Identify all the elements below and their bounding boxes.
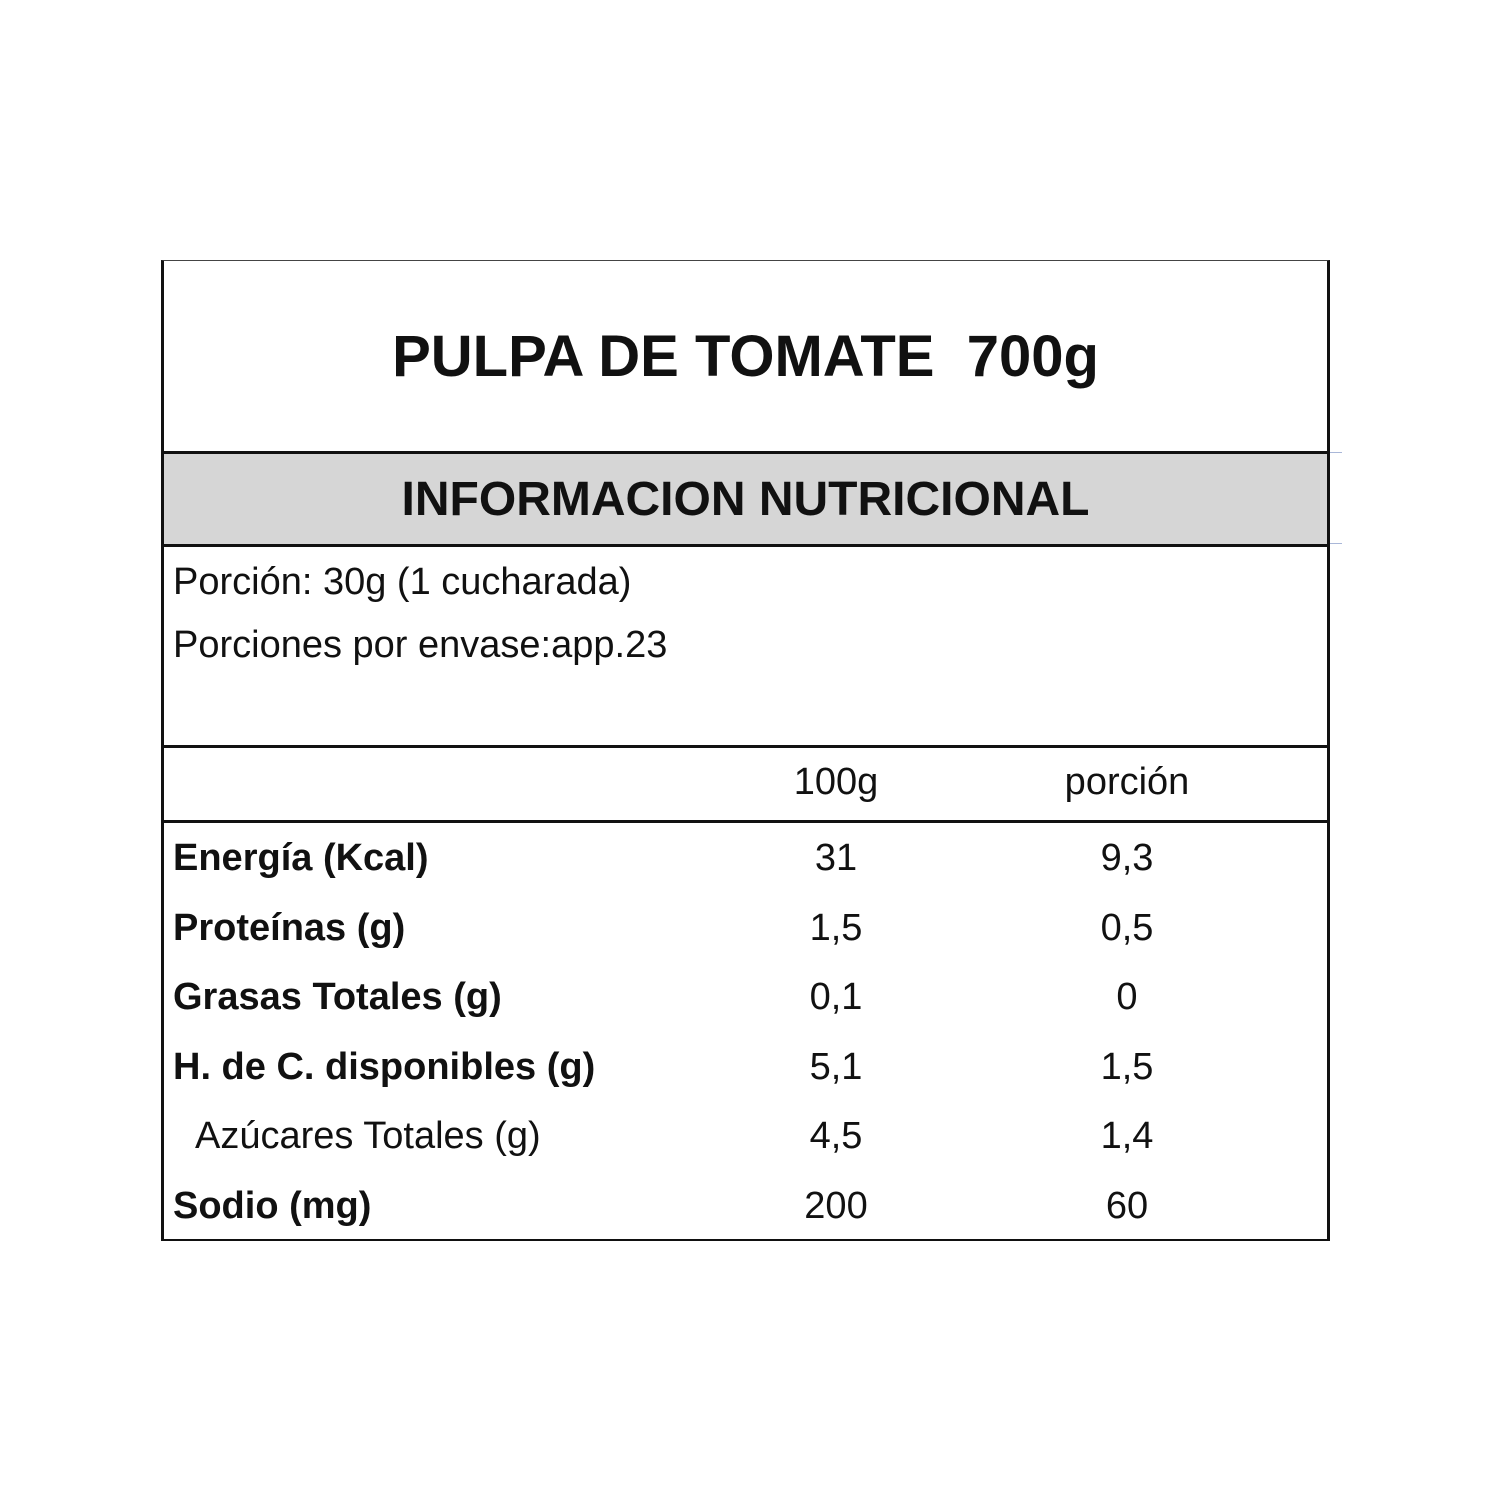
product-title: PULPA DE TOMATE 700g (392, 323, 1099, 389)
nutrient-name: Grasas Totales (g) (173, 976, 502, 1018)
column-header-serving: porción (1064, 761, 1190, 803)
column-header-100g: 100g (793, 761, 879, 803)
nutrient-value-100g: 4,5 (809, 1115, 863, 1157)
nutrient-value-serving: 60 (1105, 1185, 1149, 1227)
nutrient-name: Sodio (mg) (173, 1185, 372, 1227)
nutrient-value-serving: 0 (1116, 976, 1138, 1018)
guide-line (1330, 543, 1342, 544)
nutrient-value-serving: 1,4 (1100, 1115, 1154, 1157)
nutrient-name: Azúcares Totales (g) (195, 1115, 541, 1157)
nutrient-value-100g: 200 (804, 1185, 868, 1227)
nutrient-name: Proteínas (g) (173, 907, 406, 949)
divider (164, 745, 1327, 748)
nutrient-value-100g: 31 (814, 837, 858, 879)
servings-per-container: Porciones por envase:app.23 (173, 624, 668, 666)
nutrient-value-serving: 1,5 (1100, 1046, 1154, 1088)
nutrient-value-100g: 1,5 (809, 907, 863, 949)
nutrient-value-serving: 9,3 (1100, 837, 1154, 879)
nutrition-facts-label (161, 260, 1330, 1241)
nutrient-name: H. de C. disponibles (g) (173, 1046, 596, 1088)
divider (164, 820, 1327, 823)
guide-line (1330, 452, 1342, 453)
nutrient-name: Energía (Kcal) (173, 837, 429, 879)
divider (164, 544, 1327, 547)
nutrient-value-serving: 0,5 (1100, 907, 1154, 949)
serving-size: Porción: 30g (1 cucharada) (173, 561, 632, 603)
nutrient-value-100g: 5,1 (809, 1046, 863, 1088)
section-heading: INFORMACION NUTRICIONAL (164, 454, 1327, 544)
nutrient-value-100g: 0,1 (809, 976, 863, 1018)
